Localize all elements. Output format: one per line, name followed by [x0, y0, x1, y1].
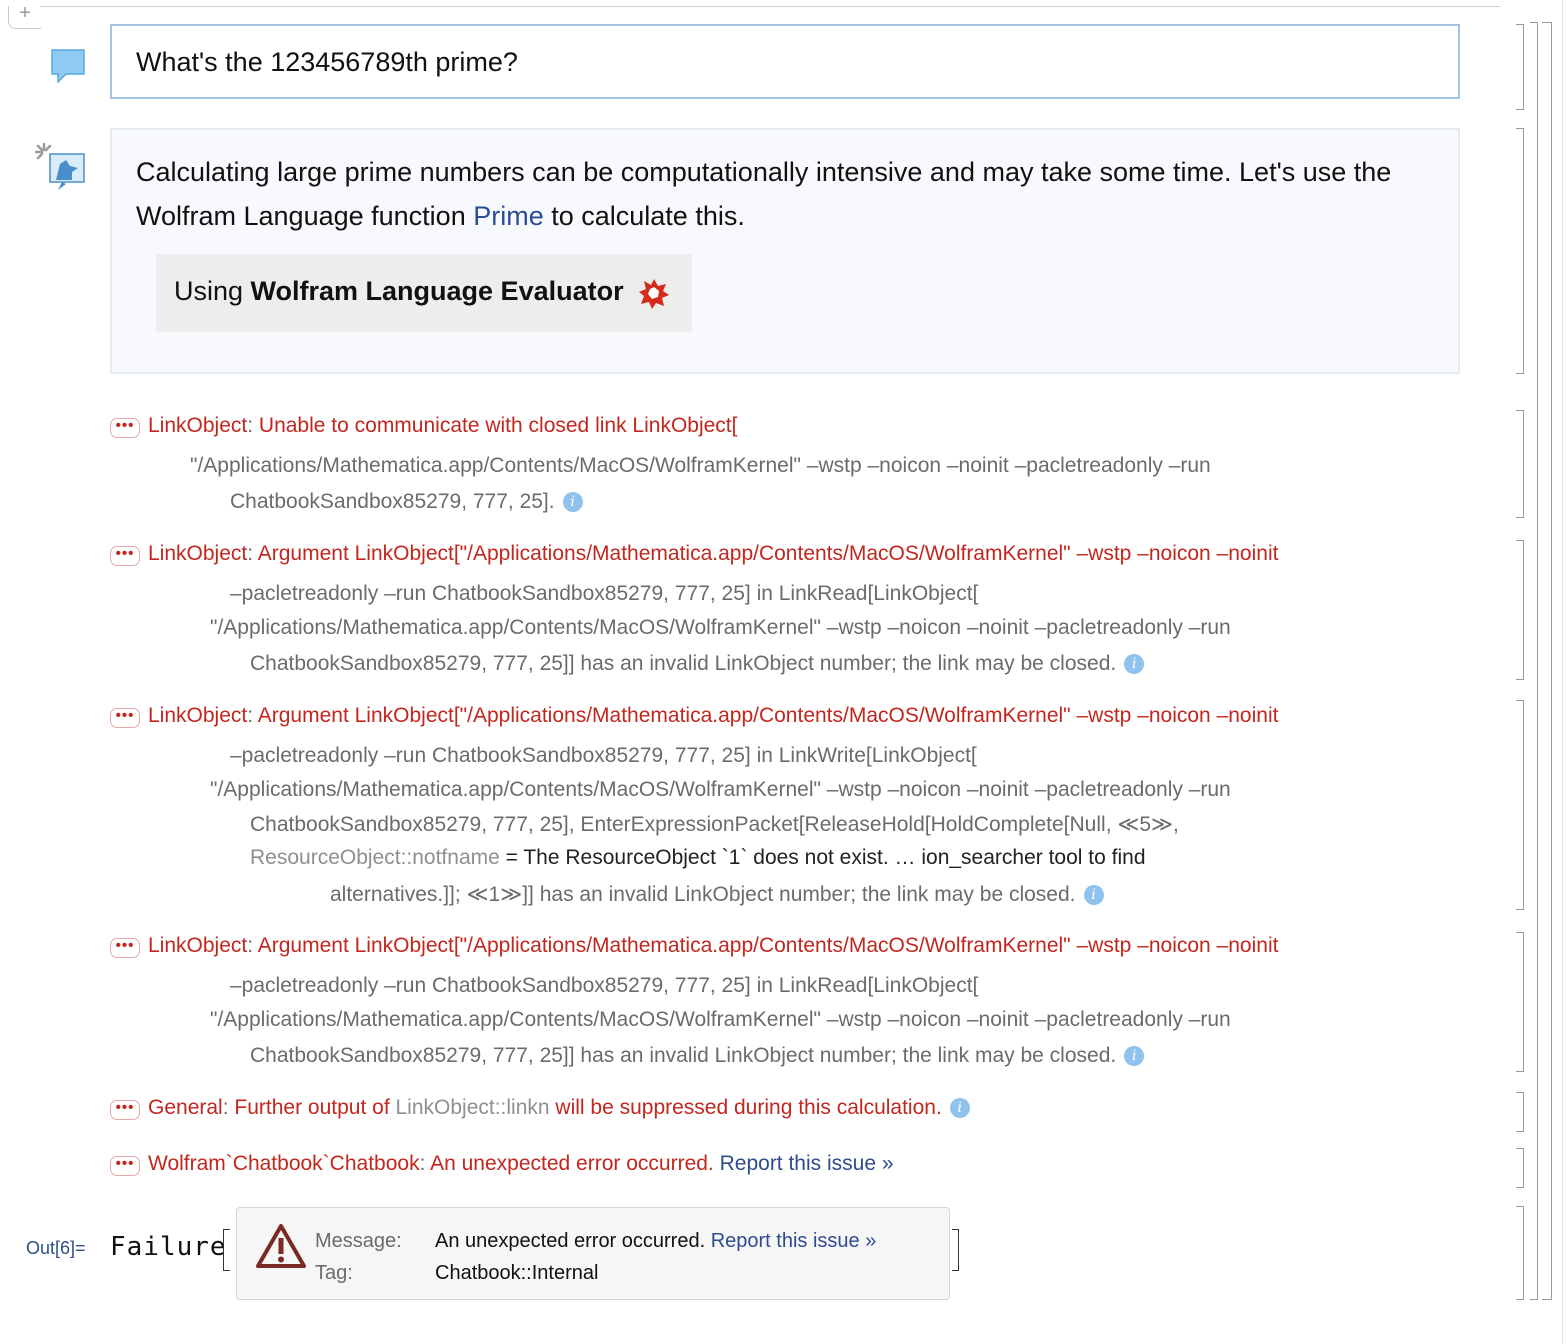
tool-call-box[interactable] [156, 254, 692, 332]
cell-bracket-message[interactable] [1516, 540, 1524, 680]
message-line: "/Applications/Mathematica.app/Contents/MacOS/WolframKernel" –wstp –noicon –noinit –pacletreadonly –run [210, 616, 1231, 639]
message-line-last: ChatbookSandbox85279, 777, 25]. i [230, 490, 583, 514]
message-line: –pacletreadonly –run ChatbookSandbox85279, 777, 25] in LinkWrite[LinkObject[ [230, 744, 977, 767]
failure-bracket-right [952, 1229, 959, 1271]
message-line: "/Applications/Mathematica.app/Contents/MacOS/WolframKernel" –wstp –noicon –noinit –pacletreadonly –run [210, 1008, 1231, 1031]
top-divider [40, 6, 1500, 7]
tool-label [174, 276, 624, 307]
message-name-reference[interactable]: ResourceObject::notfname [250, 846, 500, 869]
info-icon[interactable]: i [1124, 1046, 1144, 1066]
message-tag: LinkObject: Argument LinkObject["/Applications/Mathematica.app/Contents/MacOS/WolframKernel" –wstp –noicon –noinit [148, 704, 1279, 727]
message-line-last: alternatives.]]; ≪1≫]] has an invalid LinkObject number; the link may be closed. i [330, 882, 1104, 907]
message-tag: General: Further output of LinkObject::linkn will be suppressed during this calculation. i [148, 1096, 970, 1120]
message-line: Argument LinkObject["/Applications/Mathematica.app/Contents/MacOS/WolframKernel" –wstp –noicon –noinit [257, 934, 1279, 957]
message-tag: Wolfram`Chatbook`Chatbook: An unexpected error occurred. Report this issue » [148, 1152, 894, 1175]
message-line: ResourceObject::notfname = The ResourceObject `1` does not exist. … ion_searcher tool to find [250, 846, 1146, 869]
message-value: An unexpected error occurred. Report this issue » [435, 1230, 877, 1252]
group-cell-bracket[interactable] [1530, 22, 1538, 1300]
cell-bracket-response[interactable] [1516, 128, 1524, 374]
assistant-wolf-icon [32, 140, 88, 192]
insert-cell-plus-icon[interactable]: + [19, 2, 31, 24]
message-tag: LinkObject: Argument LinkObject["/Applications/Mathematica.app/Contents/MacOS/WolframKernel" –wstp –noicon –noinit [148, 542, 1279, 565]
cell-bracket-message[interactable] [1516, 1092, 1524, 1132]
cell-bracket-message[interactable] [1516, 410, 1524, 518]
wolfram-spikey-icon [638, 278, 670, 310]
report-issue-link[interactable]: Report this issue » [710, 1230, 877, 1252]
warning-triangle-icon [255, 1222, 307, 1270]
cell-bracket-message[interactable] [1516, 932, 1524, 1072]
group-cell-bracket-outer[interactable] [1542, 22, 1552, 1300]
cell-bracket-output[interactable] [1516, 1206, 1524, 1300]
message-line: Argument LinkObject["/Applications/Mathematica.app/Contents/MacOS/WolframKernel" –wstp –noicon –noinit [257, 542, 1279, 565]
chat-response-cell [110, 128, 1460, 374]
message-line: Argument LinkObject["/Applications/Mathematica.app/Contents/MacOS/WolframKernel" –wstp –noicon –noinit [257, 704, 1279, 727]
tool-name: Wolfram Language Evaluator [250, 276, 624, 306]
message-menu-button[interactable]: ••• [110, 546, 140, 566]
prime-function-link[interactable]: Prime [473, 201, 544, 231]
chat-input-cell[interactable] [110, 24, 1460, 99]
message-line: "/Applications/Mathematica.app/Contents/MacOS/WolframKernel" –wstp –noicon –noinit –pacletreadonly –run [210, 778, 1231, 801]
message-menu-button[interactable]: ••• [110, 708, 140, 728]
tag-label: Tag: [315, 1262, 353, 1284]
response-text-after: to calculate this. [543, 201, 745, 231]
failure-head: Failure [110, 1232, 227, 1262]
message-line-last: ChatbookSandbox85279, 777, 25]] has an invalid LinkObject number; the link may be closed. i [250, 1044, 1144, 1068]
info-icon[interactable]: i [950, 1098, 970, 1118]
tag-value: Chatbook::Internal [435, 1262, 599, 1284]
failure-bracket-left [223, 1229, 230, 1271]
message-label: Message: [315, 1230, 402, 1252]
response-text-before: Calculating large prime numbers can be computationally intensive and may take some time. Let's use the Wolfram Language function [136, 157, 1392, 231]
message-line: ChatbookSandbox85279, 777, 25], EnterExpressionPacket[ReleaseHold[HoldComplete[Null, ≪5≫, [250, 813, 1179, 836]
tool-prefix-text: Using [174, 276, 251, 306]
output-label: Out[6]= [26, 1238, 86, 1258]
message-name-reference[interactable]: LinkObject::linkn [395, 1096, 550, 1119]
message-menu-button[interactable]: ••• [110, 418, 140, 438]
cell-bracket-message[interactable] [1516, 1148, 1524, 1188]
response-paragraph [136, 150, 1416, 238]
cell-bracket-question[interactable] [1516, 24, 1524, 110]
message-line: –pacletreadonly –run ChatbookSandbox85279, 777, 25] in LinkRead[LinkObject[ [230, 582, 979, 605]
message-menu-button[interactable]: ••• [110, 1100, 140, 1120]
message-line: "/Applications/Mathematica.app/Contents/MacOS/WolframKernel" –wstp –noicon –noinit –pacletreadonly –run [190, 454, 1211, 477]
message-line: –pacletreadonly –run ChatbookSandbox85279, 777, 25] in LinkRead[LinkObject[ [230, 974, 979, 997]
message-menu-button[interactable]: ••• [110, 1156, 140, 1176]
message-tag: LinkObject: Argument LinkObject["/Applications/Mathematica.app/Contents/MacOS/WolframKernel" –wstp –noicon –noinit [148, 934, 1279, 957]
info-icon[interactable]: i [1124, 654, 1144, 674]
message-line: Unable to communicate with closed link LinkObject[ [258, 414, 738, 437]
info-icon[interactable]: i [1084, 885, 1104, 905]
chat-bubble-icon [50, 48, 86, 84]
failure-summary-box[interactable] [236, 1207, 950, 1300]
info-icon[interactable]: i [563, 492, 583, 512]
window-edge [1562, 0, 1563, 1344]
message-line-last: ChatbookSandbox85279, 777, 25]] has an invalid LinkObject number; the link may be closed. i [250, 652, 1144, 676]
message-tag: LinkObject: Unable to communicate with closed link LinkObject[ [148, 414, 738, 437]
question-text: What's the 123456789th prime? [136, 47, 518, 77]
message-menu-button[interactable]: ••• [110, 938, 140, 958]
cell-bracket-message[interactable] [1516, 700, 1524, 910]
report-issue-link[interactable]: Report this issue » [719, 1152, 894, 1175]
